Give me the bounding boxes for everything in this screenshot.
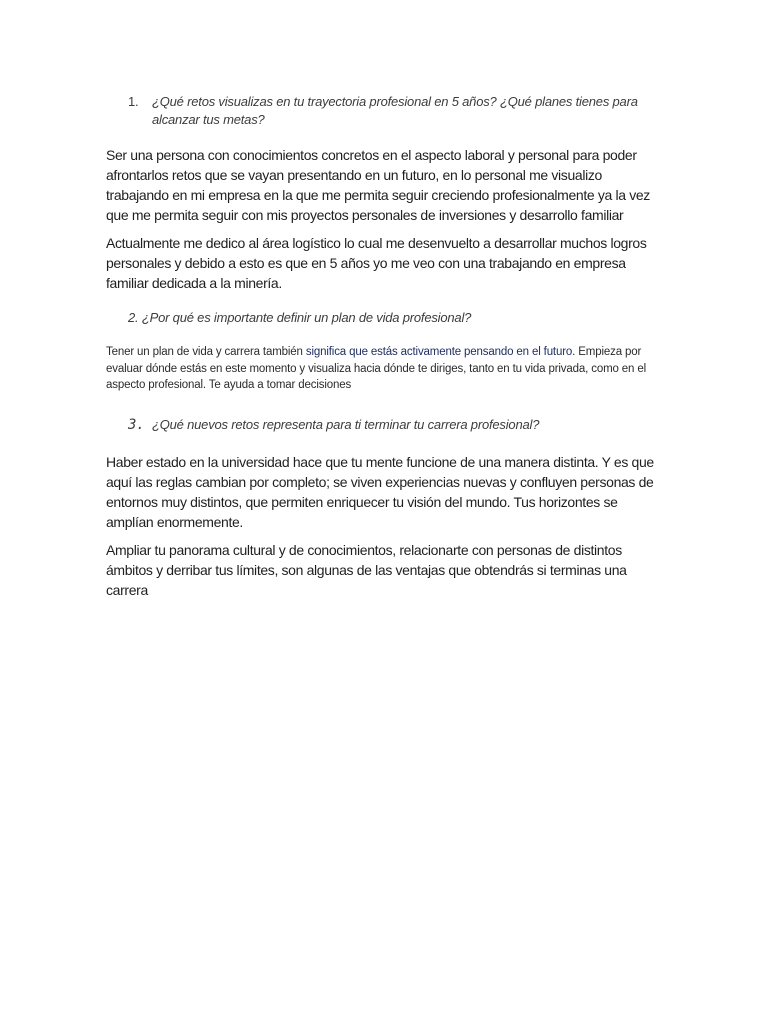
question-3 (128, 416, 648, 434)
question-1 (128, 93, 648, 129)
question-2-number: 2. (128, 310, 139, 325)
answer-3-paragraph-1: Haber estado en la universidad hace que tu mente funcione de una manera distinta. Y es que aquí las reglas cambian por completo; se viven experiencias nuevas y confluyen personas de entornos muy distintos, que permiten enriquecer tu visión del mundo. Tus horizontes se amplían enormemente. (106, 454, 654, 530)
question-3-text: ¿Qué nuevos retos representa para ti terminar tu carrera profesional? (152, 417, 540, 432)
answer-2-text-after: . Empieza por evaluar dónde estás en este momento y visualiza hacia dónde te diriges, tanto en tu vida privada, como en el aspecto profesional. Te ayuda a tomar decisiones (106, 346, 646, 391)
answer-3-paragraph-2: Ampliar tu panorama cultural y de conocimientos, relacionarte con personas de distintos ámbitos y derribar tus límites, son algunas de las ventajas que obtendrás si terminas una carrera (106, 542, 627, 598)
question-2 (128, 309, 648, 327)
answer-2-text-before: Tener un plan de vida y carrera también (106, 346, 306, 358)
question-2-text: ¿Por qué es importante definir un plan de vida profesional? (141, 310, 472, 325)
answer-2-highlight: significa que estás activamente pensando en el futuro (305, 346, 573, 358)
question-1-text: ¿Qué retos visualizas en tu trayectoria profesional en 5 años? ¿Qué planes tienes para alcanzar tus metas? (152, 94, 638, 127)
question-1-number: 1. (128, 94, 139, 109)
question-3-number: 3. (128, 417, 145, 433)
answer-1-paragraph-1: Ser una persona con conocimientos concretos en el aspecto laboral y personal para poder afrontarlos retos que se vayan presentando en un futuro, en lo personal me visualizo trabajando en mi empresa en la que me permita seguir creciendo profesionalmente ya la vez que me permita seguir con mis proyectos personales de inversiones y desarrollo familiar (106, 147, 650, 223)
answer-2-paragraph (106, 344, 666, 394)
answer-1-paragraph-2: Actualmente me dedico al área logístico lo cual me desenvuelto a desarrollar muchos logros personales y debido a esto es que en 5 años yo me veo con una trabajando en empresa familiar dedicada a la minería. (106, 235, 647, 291)
